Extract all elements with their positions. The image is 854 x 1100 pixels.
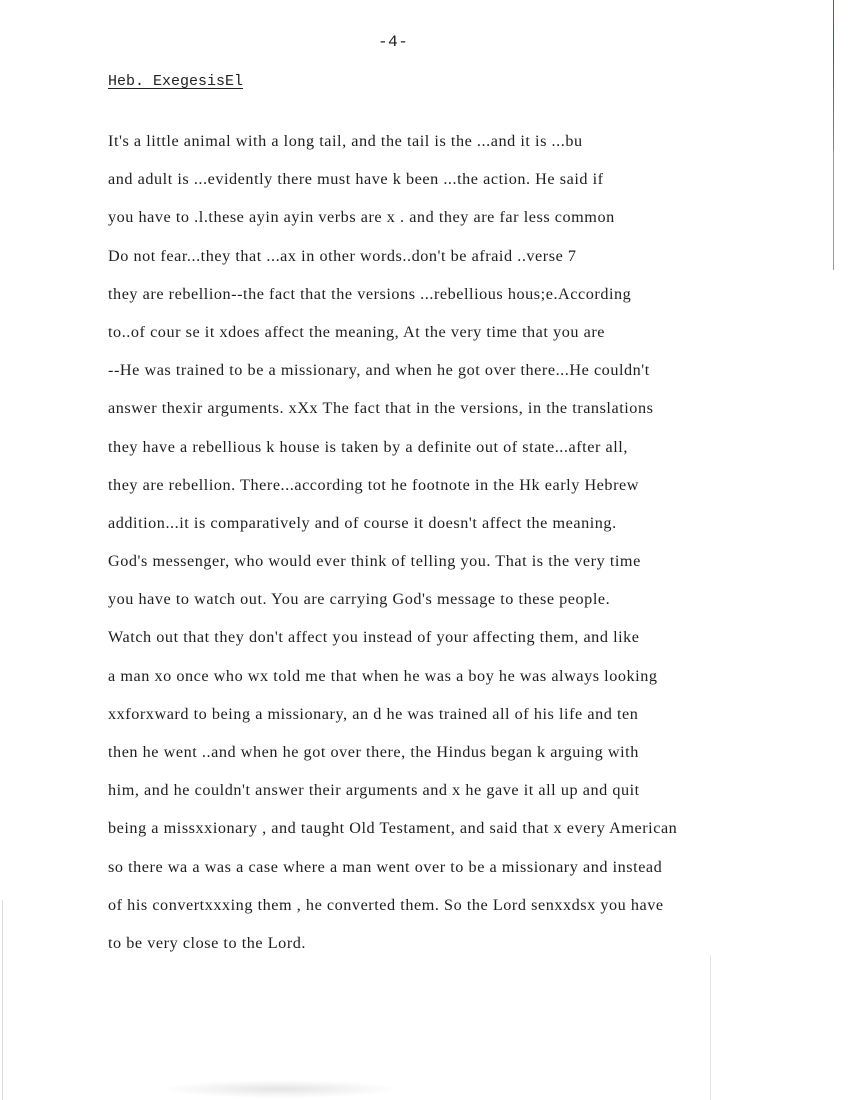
text-line: you have to watch out. You are carrying God's message to these people. xyxy=(108,590,611,609)
text-line: addition...it is comparatively and of course it doesn't affect the meaning. xyxy=(108,513,617,532)
scan-edge-line xyxy=(833,150,834,270)
text-line: Do not fear...they that ...ax in other words..don't be afraid ..verse 7 xyxy=(108,246,577,265)
text-line: Watch out that they don't affect you instead of your affecting them, and like xyxy=(108,628,640,647)
text-line: they are rebellion. There...according tot he footnote in the Hk early Hebrew xyxy=(108,475,639,494)
text-line: xxforxward to being a missionary, an d he was trained all of his life and ten xyxy=(108,704,639,723)
text-line: you have to .l.these ayin ayin verbs are x . and they are far less common xyxy=(108,208,615,227)
text-line: then he went ..and when he got over there, the Hindus began k arguing with xyxy=(108,743,639,761)
text-line: a man xo once who wx told me that when he was a boy he was always looking xyxy=(108,666,658,685)
text-line: they have a rebellious k house is taken by a definite out of state...after all, xyxy=(108,437,628,456)
document-body xyxy=(108,131,808,971)
text-line: being a missxxionary , and taught Old Testament, and said that x every American xyxy=(108,819,678,838)
text-line: him, and he couldn't answer their arguments and x he gave it all up and quit xyxy=(108,781,640,800)
text-line: and adult is ...evidently there must have k been ...the action. He said if xyxy=(108,170,604,189)
text-line: of his convertxxxing them , he converted them. So the Lord senxxdsx you have xyxy=(108,895,664,914)
text-line: to..of cour se it xdoes affect the meaning, At the very time that you are xyxy=(108,322,606,341)
document-heading: Heb. ExegesisEl xyxy=(108,73,244,90)
text-line: --He was trained to be a missionary, and when he got over there...He couldn't xyxy=(108,361,650,380)
text-line: they are rebellion--the fact that the versions ...rebellious hous;e.According xyxy=(108,284,632,303)
text-line: so there wa a was a case where a man went over to be a missionary and instead xyxy=(108,857,663,876)
text-line: It's a little animal with a long tail, and the tail is the ...and it is ...bu xyxy=(108,132,583,150)
scan-edge-line xyxy=(710,955,711,1100)
text-line: to be very close to the Lord. xyxy=(108,933,307,952)
page-number: -4- xyxy=(378,33,409,51)
scan-smudge xyxy=(160,1080,400,1098)
text-line: answer thexir arguments. xXx The fact that in the versions, in the translations xyxy=(108,399,654,418)
scan-edge-line xyxy=(2,900,3,1100)
text-line: God's messenger, who would ever think of telling you. That is the very time xyxy=(108,552,641,571)
